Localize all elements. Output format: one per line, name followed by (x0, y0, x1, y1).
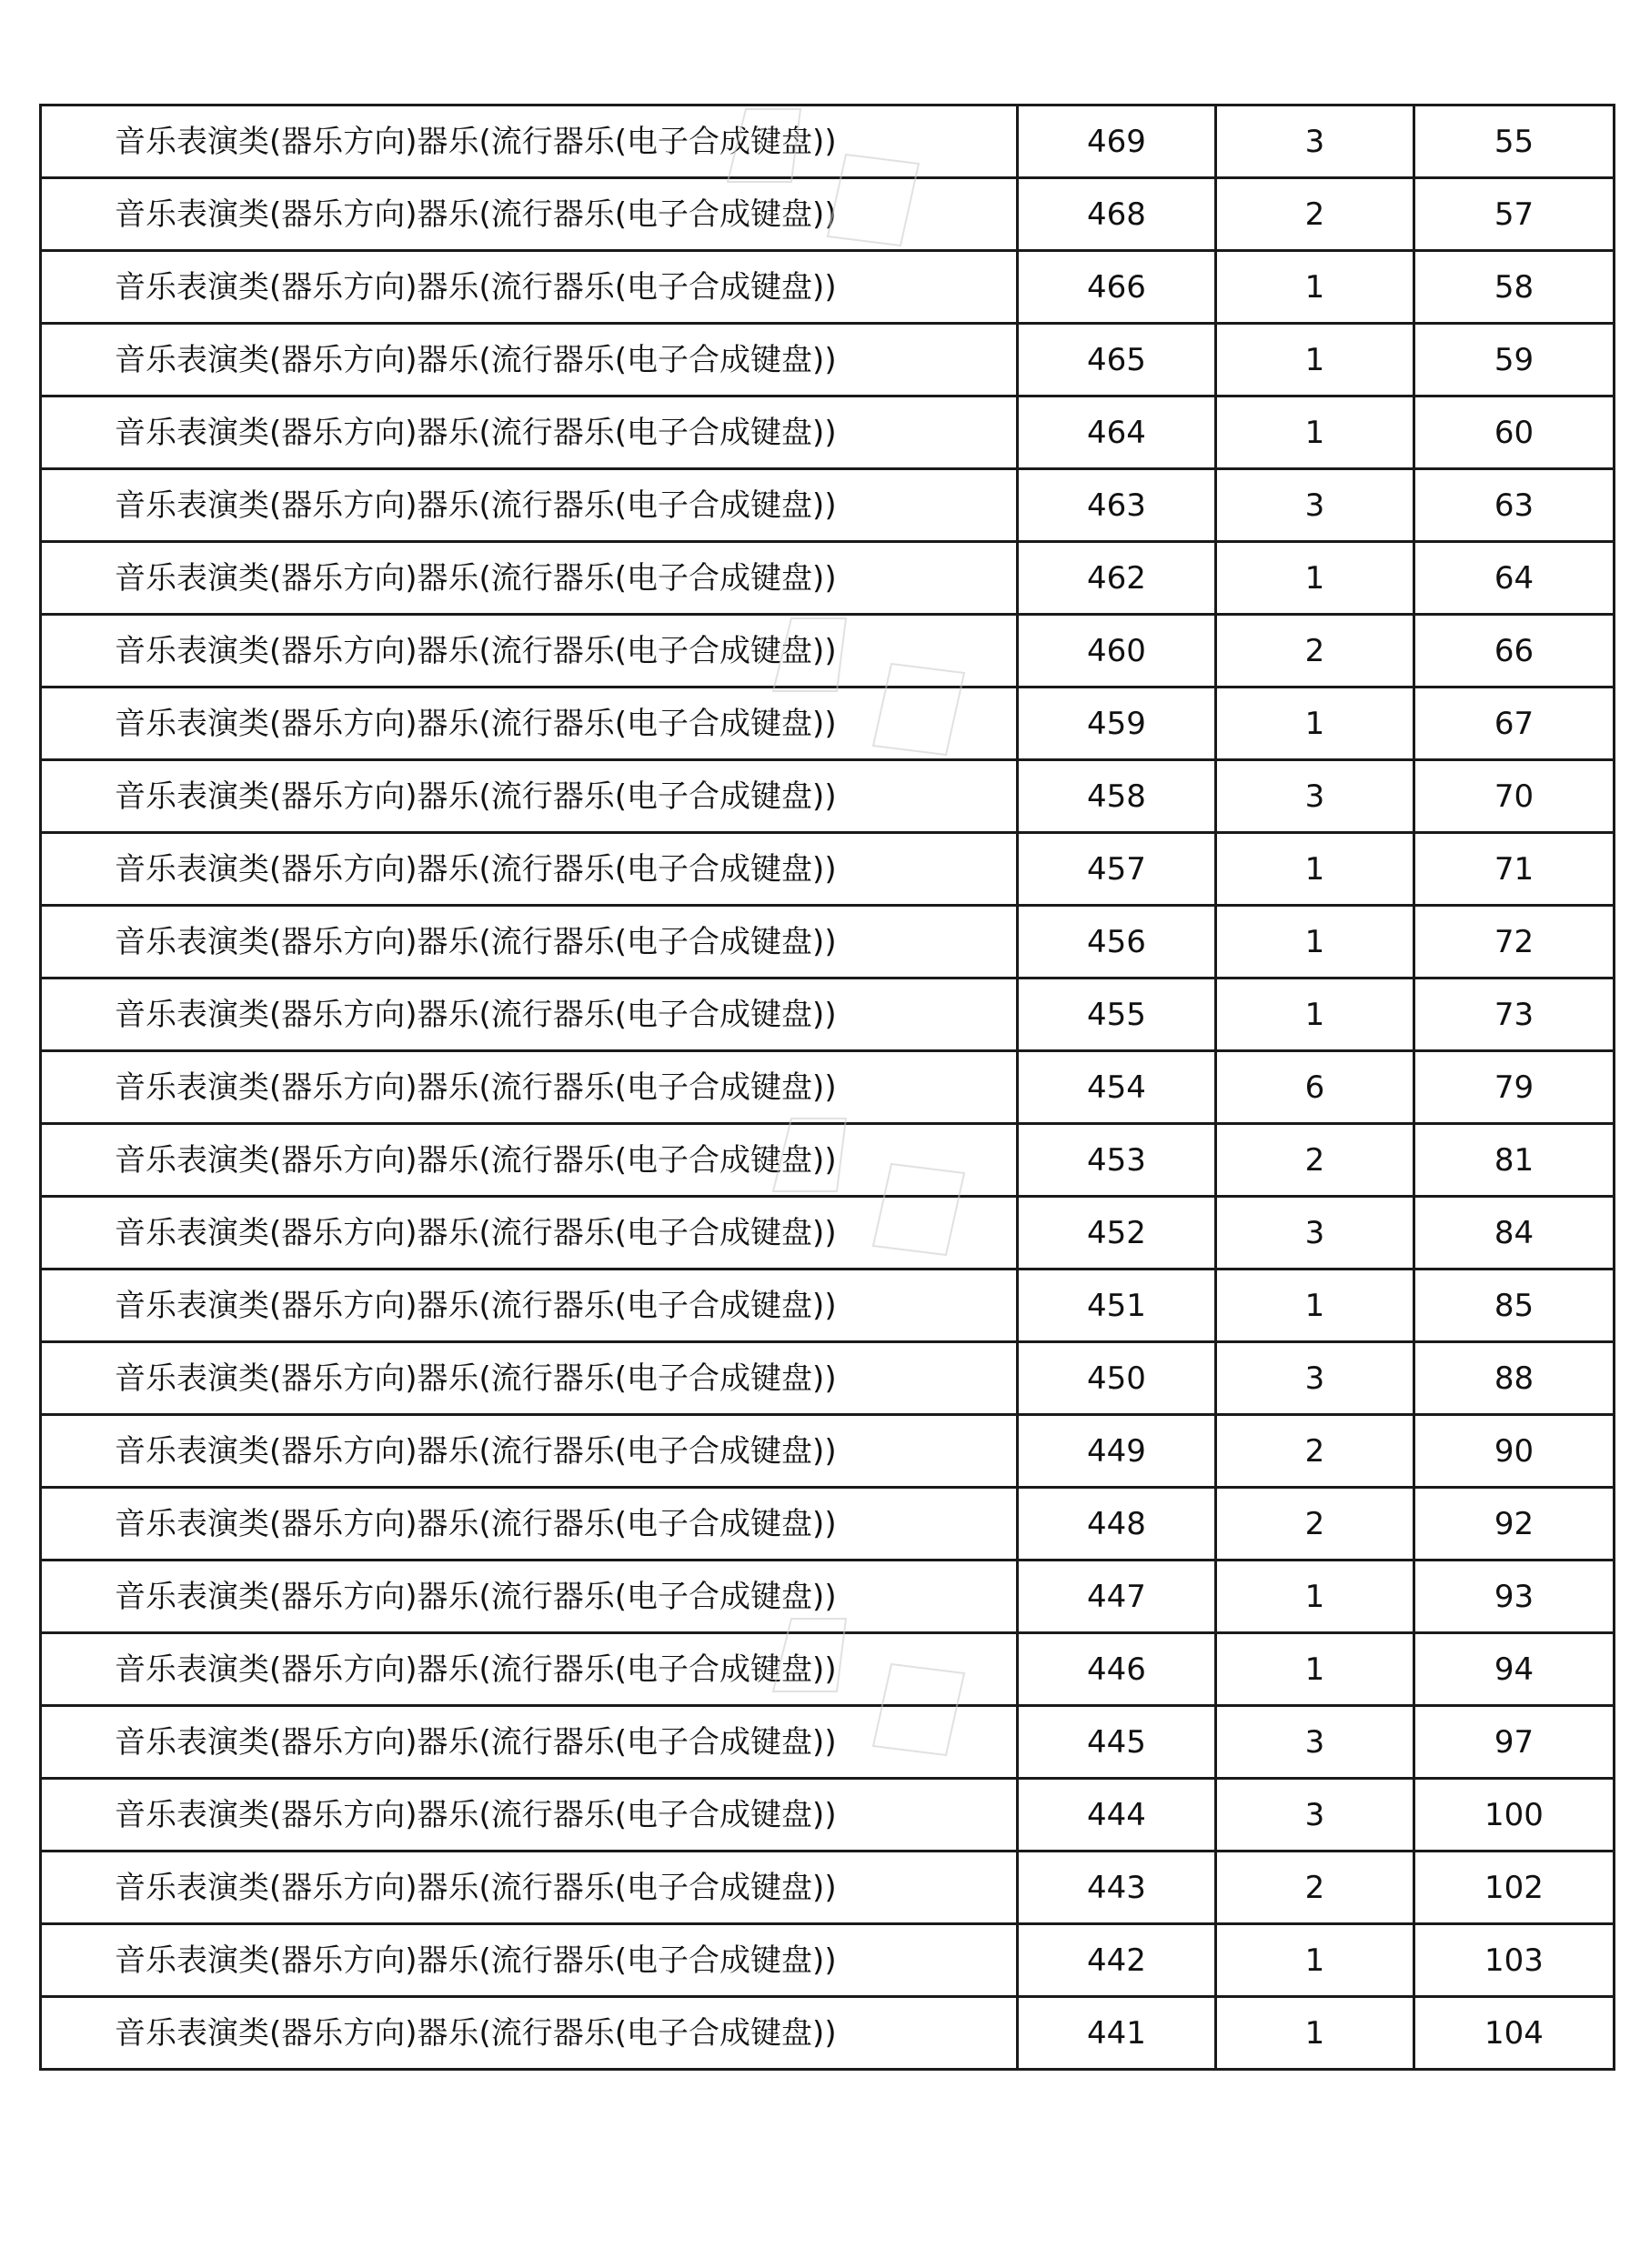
cumulative-count-cell: 58 (1414, 251, 1615, 324)
subject-cell: 音乐表演类(器乐方向)器乐(流行器乐(电子合成键盘)) (41, 1269, 1018, 1342)
cumulative-count-cell: 60 (1414, 396, 1615, 469)
subject-cell: 音乐表演类(器乐方向)器乐(流行器乐(电子合成键盘)) (41, 396, 1018, 469)
count-cell: 3 (1216, 105, 1414, 178)
table-row (41, 1415, 1615, 1488)
score-cell: 468 (1018, 178, 1216, 251)
subject-cell: 音乐表演类(器乐方向)器乐(流行器乐(电子合成键盘)) (41, 1051, 1018, 1124)
cumulative-count-cell: 67 (1414, 687, 1615, 760)
count-cell: 1 (1216, 1269, 1414, 1342)
score-cell: 458 (1018, 760, 1216, 833)
subject-cell: 音乐表演类(器乐方向)器乐(流行器乐(电子合成键盘)) (41, 760, 1018, 833)
subject-cell: 音乐表演类(器乐方向)器乐(流行器乐(电子合成键盘)) (41, 469, 1018, 542)
score-cell: 441 (1018, 1997, 1216, 2070)
count-cell: 6 (1216, 1051, 1414, 1124)
cumulative-count-cell: 102 (1414, 1852, 1615, 1924)
cumulative-count-cell: 81 (1414, 1124, 1615, 1197)
cumulative-count-cell: 93 (1414, 1561, 1615, 1633)
cumulative-count-cell: 103 (1414, 1924, 1615, 1997)
cumulative-count-cell: 59 (1414, 324, 1615, 396)
table-row (41, 1997, 1615, 2070)
cumulative-count-cell: 100 (1414, 1779, 1615, 1852)
cumulative-count-cell: 84 (1414, 1197, 1615, 1269)
score-cell: 465 (1018, 324, 1216, 396)
subject-cell: 音乐表演类(器乐方向)器乐(流行器乐(电子合成键盘)) (41, 251, 1018, 324)
score-cell: 447 (1018, 1561, 1216, 1633)
score-cell: 443 (1018, 1852, 1216, 1924)
score-cell: 457 (1018, 833, 1216, 906)
table-row (41, 1633, 1615, 1706)
subject-cell: 音乐表演类(器乐方向)器乐(流行器乐(电子合成键盘)) (41, 1997, 1018, 2070)
score-cell: 448 (1018, 1488, 1216, 1561)
table-row (41, 1197, 1615, 1269)
subject-cell: 音乐表演类(器乐方向)器乐(流行器乐(电子合成键盘)) (41, 1561, 1018, 1633)
table-row (41, 978, 1615, 1051)
cumulative-count-cell: 71 (1414, 833, 1615, 906)
cumulative-count-cell: 70 (1414, 760, 1615, 833)
score-cell: 455 (1018, 978, 1216, 1051)
score-cell: 462 (1018, 542, 1216, 615)
score-cell: 464 (1018, 396, 1216, 469)
subject-cell: 音乐表演类(器乐方向)器乐(流行器乐(电子合成键盘)) (41, 542, 1018, 615)
score-cell: 444 (1018, 1779, 1216, 1852)
count-cell: 2 (1216, 178, 1414, 251)
cumulative-count-cell: 55 (1414, 105, 1615, 178)
score-cell: 452 (1018, 1197, 1216, 1269)
count-cell: 1 (1216, 978, 1414, 1051)
table-row (41, 760, 1615, 833)
score-cell: 446 (1018, 1633, 1216, 1706)
score-cell: 466 (1018, 251, 1216, 324)
subject-cell: 音乐表演类(器乐方向)器乐(流行器乐(电子合成键盘)) (41, 687, 1018, 760)
table-row (41, 1124, 1615, 1197)
cumulative-count-cell: 72 (1414, 906, 1615, 978)
count-cell: 3 (1216, 760, 1414, 833)
table-row (41, 906, 1615, 978)
count-cell: 1 (1216, 542, 1414, 615)
count-cell: 3 (1216, 469, 1414, 542)
count-cell: 2 (1216, 1852, 1414, 1924)
table-row (41, 251, 1615, 324)
score-cell: 454 (1018, 1051, 1216, 1124)
count-cell: 2 (1216, 615, 1414, 687)
count-cell: 3 (1216, 1342, 1414, 1415)
table-row (41, 1561, 1615, 1633)
count-cell: 3 (1216, 1779, 1414, 1852)
subject-cell: 音乐表演类(器乐方向)器乐(流行器乐(电子合成键盘)) (41, 324, 1018, 396)
table-row (41, 687, 1615, 760)
subject-cell: 音乐表演类(器乐方向)器乐(流行器乐(电子合成键盘)) (41, 1197, 1018, 1269)
table-row (41, 178, 1615, 251)
table-row (41, 1051, 1615, 1124)
subject-cell: 音乐表演类(器乐方向)器乐(流行器乐(电子合成键盘)) (41, 1633, 1018, 1706)
table-row (41, 615, 1615, 687)
table-row (41, 1342, 1615, 1415)
count-cell: 3 (1216, 1706, 1414, 1779)
cumulative-count-cell: 94 (1414, 1633, 1615, 1706)
count-cell: 1 (1216, 324, 1414, 396)
count-cell: 2 (1216, 1124, 1414, 1197)
cumulative-count-cell: 85 (1414, 1269, 1615, 1342)
subject-cell: 音乐表演类(器乐方向)器乐(流行器乐(电子合成键盘)) (41, 1342, 1018, 1415)
cumulative-count-cell: 63 (1414, 469, 1615, 542)
cumulative-count-cell: 92 (1414, 1488, 1615, 1561)
count-cell: 1 (1216, 833, 1414, 906)
table-row (41, 105, 1615, 178)
score-cell: 460 (1018, 615, 1216, 687)
subject-cell: 音乐表演类(器乐方向)器乐(流行器乐(电子合成键盘)) (41, 1852, 1018, 1924)
count-cell: 1 (1216, 906, 1414, 978)
count-cell: 2 (1216, 1488, 1414, 1561)
cumulative-count-cell: 79 (1414, 1051, 1615, 1124)
score-cell: 442 (1018, 1924, 1216, 1997)
subject-cell: 音乐表演类(器乐方向)器乐(流行器乐(电子合成键盘)) (41, 1924, 1018, 1997)
subject-cell: 音乐表演类(器乐方向)器乐(流行器乐(电子合成键盘)) (41, 1706, 1018, 1779)
cumulative-count-cell: 64 (1414, 542, 1615, 615)
subject-cell: 音乐表演类(器乐方向)器乐(流行器乐(电子合成键盘)) (41, 1779, 1018, 1852)
cumulative-count-cell: 97 (1414, 1706, 1615, 1779)
table-row (41, 396, 1615, 469)
subject-cell: 音乐表演类(器乐方向)器乐(流行器乐(电子合成键盘)) (41, 105, 1018, 178)
count-cell: 1 (1216, 1997, 1414, 2070)
subject-cell: 音乐表演类(器乐方向)器乐(流行器乐(电子合成键盘)) (41, 1415, 1018, 1488)
table-row (41, 1488, 1615, 1561)
subject-cell: 音乐表演类(器乐方向)器乐(流行器乐(电子合成键盘)) (41, 833, 1018, 906)
count-cell: 2 (1216, 1415, 1414, 1488)
score-distribution-table (39, 104, 1615, 2071)
cumulative-count-cell: 90 (1414, 1415, 1615, 1488)
cumulative-count-cell: 66 (1414, 615, 1615, 687)
table-row (41, 1924, 1615, 1997)
table-row (41, 469, 1615, 542)
table-row (41, 1706, 1615, 1779)
score-cell: 449 (1018, 1415, 1216, 1488)
table-row (41, 1269, 1615, 1342)
score-cell: 456 (1018, 906, 1216, 978)
subject-cell: 音乐表演类(器乐方向)器乐(流行器乐(电子合成键盘)) (41, 178, 1018, 251)
count-cell: 1 (1216, 1561, 1414, 1633)
count-cell: 1 (1216, 1633, 1414, 1706)
count-cell: 1 (1216, 687, 1414, 760)
subject-cell: 音乐表演类(器乐方向)器乐(流行器乐(电子合成键盘)) (41, 906, 1018, 978)
score-cell: 469 (1018, 105, 1216, 178)
cumulative-count-cell: 73 (1414, 978, 1615, 1051)
subject-cell: 音乐表演类(器乐方向)器乐(流行器乐(电子合成键盘)) (41, 1124, 1018, 1197)
table-body (41, 105, 1615, 2070)
score-cell: 451 (1018, 1269, 1216, 1342)
count-cell: 3 (1216, 1197, 1414, 1269)
score-cell: 445 (1018, 1706, 1216, 1779)
cumulative-count-cell: 57 (1414, 178, 1615, 251)
count-cell: 1 (1216, 251, 1414, 324)
table-row (41, 542, 1615, 615)
table-row (41, 1779, 1615, 1852)
table-row (41, 324, 1615, 396)
cumulative-count-cell: 88 (1414, 1342, 1615, 1415)
table-row (41, 1852, 1615, 1924)
subject-cell: 音乐表演类(器乐方向)器乐(流行器乐(电子合成键盘)) (41, 615, 1018, 687)
table-row (41, 833, 1615, 906)
subject-cell: 音乐表演类(器乐方向)器乐(流行器乐(电子合成键盘)) (41, 978, 1018, 1051)
score-cell: 463 (1018, 469, 1216, 542)
score-cell: 453 (1018, 1124, 1216, 1197)
count-cell: 1 (1216, 396, 1414, 469)
subject-cell: 音乐表演类(器乐方向)器乐(流行器乐(电子合成键盘)) (41, 1488, 1018, 1561)
count-cell: 1 (1216, 1924, 1414, 1997)
score-cell: 459 (1018, 687, 1216, 760)
score-cell: 450 (1018, 1342, 1216, 1415)
cumulative-count-cell: 104 (1414, 1997, 1615, 2070)
